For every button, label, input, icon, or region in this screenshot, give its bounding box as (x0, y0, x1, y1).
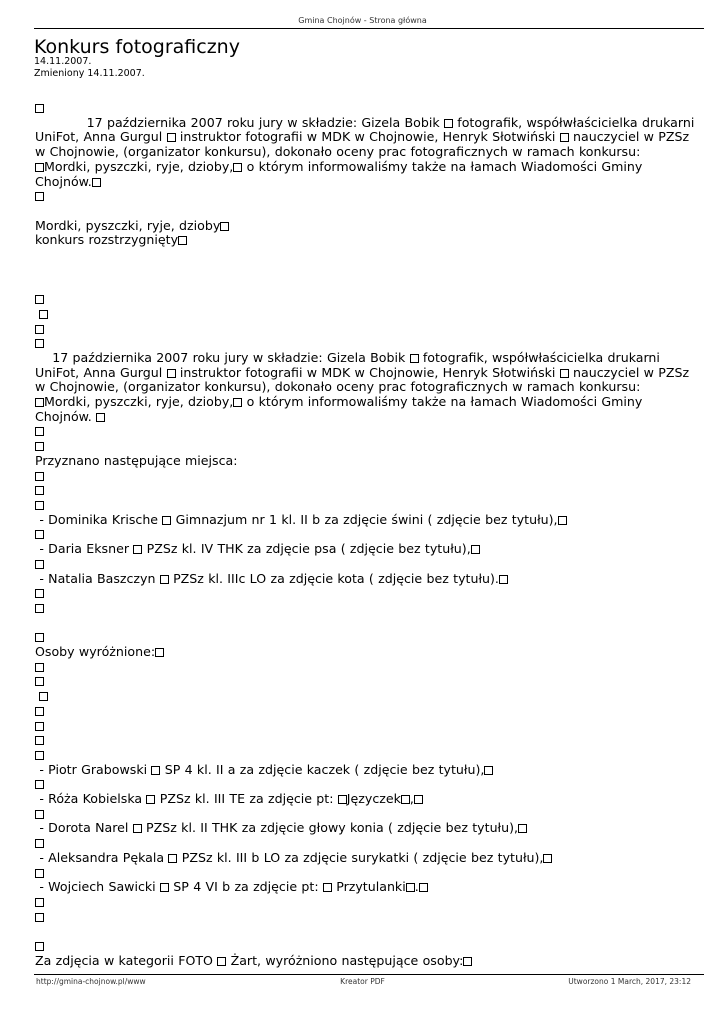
missing-glyph-icon (35, 736, 44, 745)
text-line (35, 616, 695, 631)
missing-glyph-icon (35, 192, 44, 201)
missing-glyph-icon (233, 163, 242, 172)
missing-glyph-icon (133, 824, 142, 833)
missing-glyph-icon (414, 795, 423, 804)
text-line (35, 939, 695, 954)
text-line: Osoby wyróżnione: (35, 645, 695, 660)
text-line (35, 586, 695, 601)
text-line (35, 557, 695, 572)
text-line (35, 630, 695, 645)
missing-glyph-icon (35, 869, 44, 878)
text-line (35, 836, 695, 851)
missing-glyph-icon (35, 163, 44, 172)
missing-glyph-icon (167, 369, 176, 378)
text-line (35, 336, 695, 351)
text-line (35, 263, 695, 278)
text-line (35, 689, 695, 704)
missing-glyph-icon (35, 677, 44, 686)
missing-glyph-icon (151, 766, 160, 775)
text-line: Chojnów. (35, 410, 695, 425)
text-line (35, 277, 695, 292)
missing-glyph-icon (35, 427, 44, 436)
missing-glyph-icon (220, 222, 229, 231)
text-line (35, 660, 695, 675)
missing-glyph-icon (406, 883, 415, 892)
missing-glyph-icon (410, 354, 419, 363)
missing-glyph-icon (39, 692, 48, 701)
text-line: w Chojnowie, (organizator konkursu), dokonało oceny prac fotograficznych w ramach konkursu: (35, 144, 641, 160)
footer-generator: Kreator PDF (340, 977, 385, 986)
text-line (35, 777, 695, 792)
missing-glyph-icon (35, 604, 44, 613)
text-line: Mordki, pyszczki, ryje, dzioby, o którym informowaliśmy także na łamach Wiadomości Gminy (35, 395, 695, 410)
missing-glyph-icon (160, 883, 169, 892)
text-line (35, 807, 695, 822)
missing-glyph-icon (168, 854, 177, 863)
missing-glyph-icon (35, 486, 44, 495)
article-title: Konkurs fotograficzny (34, 36, 240, 58)
missing-glyph-icon (233, 398, 242, 407)
text-line: konkurs rozstrzygnięty (35, 233, 695, 248)
text-line: UniFot, Anna Gurgul instruktor fotografii w MDK w Chojnowie, Henryk Słotwiński nauczyciel w PZSz (35, 129, 690, 145)
missing-glyph-icon (146, 795, 155, 804)
missing-glyph-icon (35, 442, 44, 451)
text-line (35, 924, 695, 939)
missing-glyph-icon (560, 369, 569, 378)
text-line: Mordki, pyszczki, ryje, dzioby, o którym informowaliśmy także na łamach Wiadomości Gminy (35, 160, 695, 175)
date-modified: Zmieniony 14.11.2007. (34, 68, 145, 79)
missing-glyph-icon (338, 795, 347, 804)
missing-glyph-icon (471, 545, 480, 554)
missing-glyph-icon (35, 663, 44, 672)
text-line: - Natalia Baszczyn PZSz kl. IIIc LO za zdjęcie kota ( zdjęcie bez tytułu). (35, 572, 695, 587)
missing-glyph-icon (35, 707, 44, 716)
text-line (35, 527, 695, 542)
footer-divider (34, 974, 704, 975)
missing-glyph-icon (35, 780, 44, 789)
missing-glyph-icon (35, 530, 44, 539)
missing-glyph-icon (484, 766, 493, 775)
text-line: Chojnów. (35, 175, 695, 190)
article-body (35, 101, 695, 968)
missing-glyph-icon (35, 589, 44, 598)
missing-glyph-icon (35, 501, 44, 510)
text-line: w Chojnowie, (organizator konkursu), dokonało oceny prac fotograficznych w ramach konkursu: (35, 379, 641, 395)
missing-glyph-icon (167, 133, 176, 142)
missing-glyph-icon (35, 722, 44, 731)
missing-glyph-icon (133, 545, 142, 554)
text-line: Za zdjęcia w kategorii FOTO Żart, wyróżniono następujące osoby: (35, 954, 695, 969)
missing-glyph-icon (35, 325, 44, 334)
text-line (35, 704, 695, 719)
missing-glyph-icon (35, 942, 44, 951)
missing-glyph-icon (560, 133, 569, 142)
missing-glyph-icon (162, 516, 171, 525)
text-line: - Róża Kobielska PZSz kl. III TE za zdjęcie pt: Języczek , (35, 792, 695, 807)
text-line (35, 189, 695, 204)
missing-glyph-icon (35, 839, 44, 848)
missing-glyph-icon (35, 472, 44, 481)
site-title: Gmina Chojnów - Strona główna (298, 16, 427, 25)
missing-glyph-icon (35, 810, 44, 819)
missing-glyph-icon (35, 398, 44, 407)
text-line (35, 866, 695, 881)
text-line: 17 października 2007 roku jury w składzie: Gizela Bobik fotografik, współwłaścicielka drukarni (35, 349, 660, 365)
missing-glyph-icon (92, 178, 101, 187)
missing-glyph-icon (178, 236, 187, 245)
text-line: Przyznano następujące miejsca: (35, 452, 238, 468)
text-line (35, 101, 695, 116)
missing-glyph-icon (518, 824, 527, 833)
text-line (35, 895, 695, 910)
text-line: - Dominika Krische Gimnazjum nr 1 kl. II b za zdjęcie świni ( zdjęcie bez tytułu), (35, 513, 695, 528)
text-line: - Wojciech Sawicki SP 4 VI b za zdjęcie pt: Przytulanki . (35, 880, 695, 895)
text-line (35, 498, 695, 513)
missing-glyph-icon (419, 883, 428, 892)
missing-glyph-icon (558, 516, 567, 525)
text-line: - Piotr Grabowski SP 4 kl. II a za zdjęcie kaczek ( zdjęcie bez tytułu), (35, 763, 695, 778)
text-line: - Daria Eksner PZSz kl. IV THK za zdjęcie psa ( zdjęcie bez tytułu), (35, 542, 695, 557)
missing-glyph-icon (463, 957, 472, 966)
missing-glyph-icon (499, 575, 508, 584)
footer-created: Utworzono 1 March, 2017, 23:12 (568, 977, 691, 986)
missing-glyph-icon (401, 795, 410, 804)
text-line: UniFot, Anna Gurgul instruktor fotografii w MDK w Chojnowie, Henryk Słotwiński nauczyciel w PZSz (35, 364, 690, 380)
header-divider (34, 28, 704, 29)
text-line (35, 674, 695, 689)
article-dates (34, 56, 145, 80)
text-line (35, 322, 695, 337)
text-line (35, 719, 695, 734)
missing-glyph-icon (35, 751, 44, 760)
text-line (35, 910, 695, 925)
missing-glyph-icon (35, 913, 44, 922)
missing-glyph-icon (217, 957, 226, 966)
text-line: - Dorota Narel PZSz kl. II THK za zdjęcie głowy konia ( zdjęcie bez tytułu), (35, 821, 695, 836)
footer-url[interactable]: http://gmina-chojnow.pl/www (36, 977, 146, 986)
text-line (35, 483, 695, 498)
text-line (35, 439, 695, 454)
text-line (35, 248, 695, 263)
missing-glyph-icon (35, 633, 44, 642)
missing-glyph-icon (155, 648, 164, 657)
missing-glyph-icon (39, 310, 48, 319)
missing-glyph-icon (444, 119, 453, 128)
missing-glyph-icon (35, 339, 44, 348)
text-line (35, 601, 695, 616)
text-line (35, 204, 695, 219)
date-created: 14.11.2007. (34, 56, 92, 67)
text-line: - Aleksandra Pękala PZSz kl. III b LO za zdjęcie surykatki ( zdjęcie bez tytułu), (35, 851, 695, 866)
missing-glyph-icon (323, 883, 332, 892)
text-line (35, 733, 695, 748)
text-line (35, 292, 695, 307)
text-line (35, 307, 695, 322)
missing-glyph-icon (160, 575, 169, 584)
missing-glyph-icon (543, 854, 552, 863)
missing-glyph-icon (96, 413, 105, 422)
missing-glyph-icon (35, 104, 44, 113)
text-line (35, 424, 695, 439)
missing-glyph-icon (35, 560, 44, 569)
missing-glyph-icon (35, 898, 44, 907)
text-line: 17 października 2007 roku jury w składzie: Gizela Bobik fotografik, współwłaścicielka drukarni (35, 114, 695, 130)
missing-glyph-icon (35, 295, 44, 304)
text-line (35, 748, 695, 763)
text-line (35, 469, 695, 484)
text-line: Mordki, pyszczki, ryje, dzioby (35, 219, 695, 234)
